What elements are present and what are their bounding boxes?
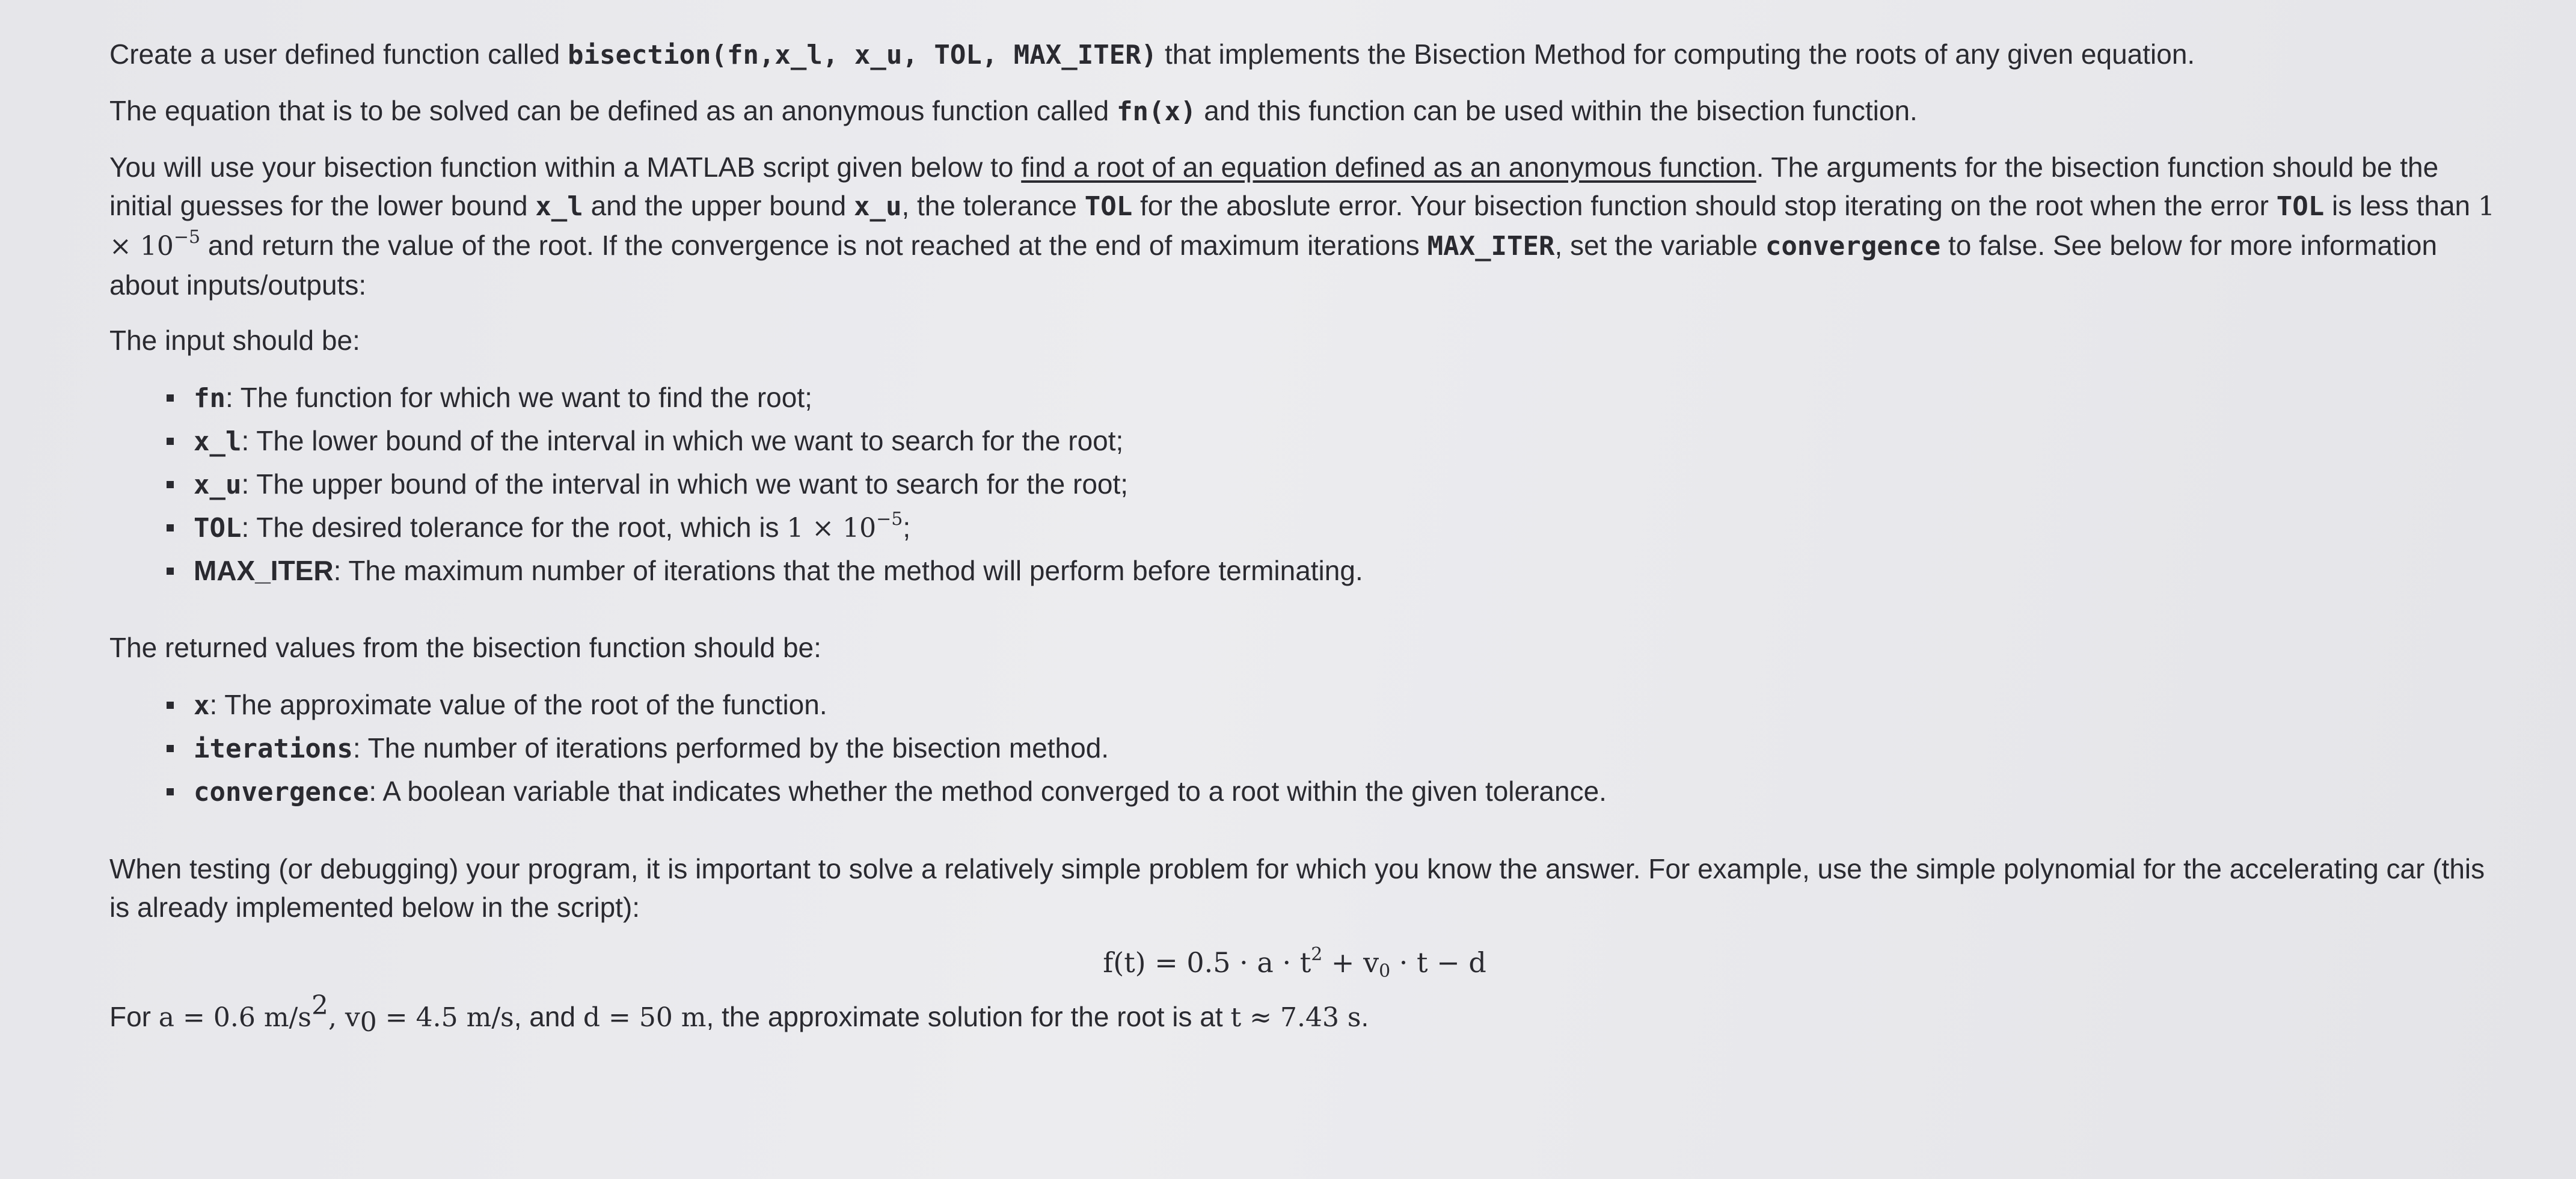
- anon-text-2: and this function can be used within the bisection function.: [1196, 95, 1918, 126]
- intro-paragraph: [109, 35, 2504, 75]
- tol-code: TOL: [1084, 191, 1133, 222]
- list-item-end: ;: [903, 512, 911, 543]
- list-item: [194, 727, 2504, 770]
- inputs-list: [109, 376, 2504, 592]
- usage-text-1: You will use your bisection function within a MATLAB script given below to: [109, 152, 1022, 183]
- list-item: [194, 463, 2504, 506]
- solution-text-1: For: [109, 1001, 159, 1032]
- list-item: [194, 376, 2504, 420]
- input-name: x_u: [194, 470, 242, 500]
- equation-square: 2: [1311, 944, 1323, 965]
- output-description: : The approximate value of the root of the function.: [209, 689, 827, 720]
- tolerance-base: 1 × 10: [109, 191, 2495, 262]
- distance-value: d = 50 m: [583, 1002, 707, 1033]
- tolerance-exponent: −5: [876, 509, 903, 530]
- output-description: : The number of iterations performed by the bisection method.: [352, 732, 1109, 764]
- usage-text-9: to false. See below for more information about inputs/outputs:: [109, 230, 2438, 301]
- list-item: [194, 684, 2504, 727]
- equation: [109, 943, 2504, 982]
- output-name: x: [194, 690, 210, 721]
- usage-text-3: and the upper bound: [583, 190, 854, 221]
- velocity-subscript: 0: [360, 1007, 377, 1038]
- equation-tail: · t − d: [1390, 946, 1486, 979]
- input-name: TOL: [194, 513, 242, 544]
- outputs-list: [109, 684, 2504, 813]
- list-item: [194, 420, 2504, 463]
- solution-text-2: , and: [514, 1001, 583, 1032]
- maxiter-code: MAX_ITER: [1427, 231, 1555, 262]
- root-value: t ≈ 7.43 s: [1230, 1002, 1361, 1033]
- solution-paragraph: [109, 990, 2504, 1038]
- anon-text-1: The equation that is to be solved can be defined as an anonymous function called: [109, 95, 1117, 126]
- tolerance-exponent: −5: [173, 227, 201, 248]
- tolerance-base: 1 × 10: [787, 513, 877, 544]
- inputs-heading: The input should be:: [109, 325, 360, 356]
- input-name: fn: [194, 383, 225, 414]
- equation-rhs: + v: [1322, 946, 1379, 979]
- input-name: x_l: [194, 426, 242, 457]
- xu-code: x_u: [853, 191, 902, 222]
- acceleration-square: 2: [311, 990, 328, 1021]
- input-description: : The maximum number of iterations that the method will perform before terminating.: [333, 555, 1363, 586]
- usage-text-2: . The arguments for the bisection function should be the initial guesses for the lower bound: [109, 152, 2439, 221]
- outputs-heading: The returned values from the bisection function should be:: [109, 632, 821, 663]
- usage-text-5: for the aboslute error. Your bisection function should stop iterating on the root when the error: [1132, 190, 2277, 221]
- solution-text-3: , the approximate solution for the root is at: [706, 1001, 1231, 1032]
- output-description: : A boolean variable that indicates whether the method converged to a root within the given tolerance.: [369, 776, 1607, 807]
- anonymous-function-link[interactable]: find a root of an equation defined as an anonymous function: [1021, 152, 1756, 183]
- tol-code-2: TOL: [2276, 191, 2325, 222]
- usage-text-7: and return the value of the root. If the convergence is not reached at the end of maximum iterations: [200, 230, 1428, 261]
- input-description: : The function for which we want to find the root;: [225, 382, 812, 413]
- list-item: [194, 550, 2504, 592]
- testing-paragraph: When testing (or debugging) your program, it is important to solve a relatively simple problem for which you know the answer. For example, use the simple polynomial for the accelerating car (this is already implemented below in the script):: [109, 853, 2485, 923]
- usage-text-4: , the tolerance: [901, 190, 1085, 221]
- velocity-symbol: , v: [328, 1002, 360, 1033]
- velocity-value: = 4.5 m/s: [376, 1002, 514, 1033]
- anonymous-function-paragraph: [109, 91, 2504, 131]
- output-name: iterations: [194, 733, 353, 764]
- intro-text-2: that implements the Bisection Method for computing the roots of any given equation.: [1157, 38, 2195, 70]
- usage-paragraph: [109, 148, 2504, 304]
- usage-text-8: , set the variable: [1554, 230, 1765, 261]
- list-item: [194, 770, 2504, 813]
- xl-code: x_l: [535, 191, 583, 222]
- input-name: MAX_ITER: [194, 555, 334, 586]
- solution-text-4: .: [1361, 1001, 1369, 1032]
- input-description: : The lower bound of the interval in which we want to search for the root;: [241, 425, 1124, 456]
- input-description: : The upper bound of the interval in which we want to search for the root;: [241, 468, 1129, 500]
- tolerance-math: [787, 509, 903, 544]
- equation-subscript: 0: [1379, 961, 1391, 982]
- function-signature: bisection(fn,x_l, x_u, TOL, MAX_ITER): [568, 40, 1158, 70]
- acceleration-value: a = 0.6 m/s: [158, 1002, 311, 1033]
- usage-text-6: is less than: [2324, 190, 2478, 221]
- input-description: : The desired tolerance for the root, which is: [241, 512, 787, 543]
- fn-code: fn(x): [1117, 96, 1197, 127]
- output-name: convergence: [194, 777, 369, 807]
- equation-lhs: f(t) = 0.5 · a · t: [1103, 946, 1311, 979]
- intro-text-1: Create a user defined function called: [109, 38, 568, 70]
- convergence-code: convergence: [1765, 231, 1941, 262]
- list-item: [194, 506, 2504, 550]
